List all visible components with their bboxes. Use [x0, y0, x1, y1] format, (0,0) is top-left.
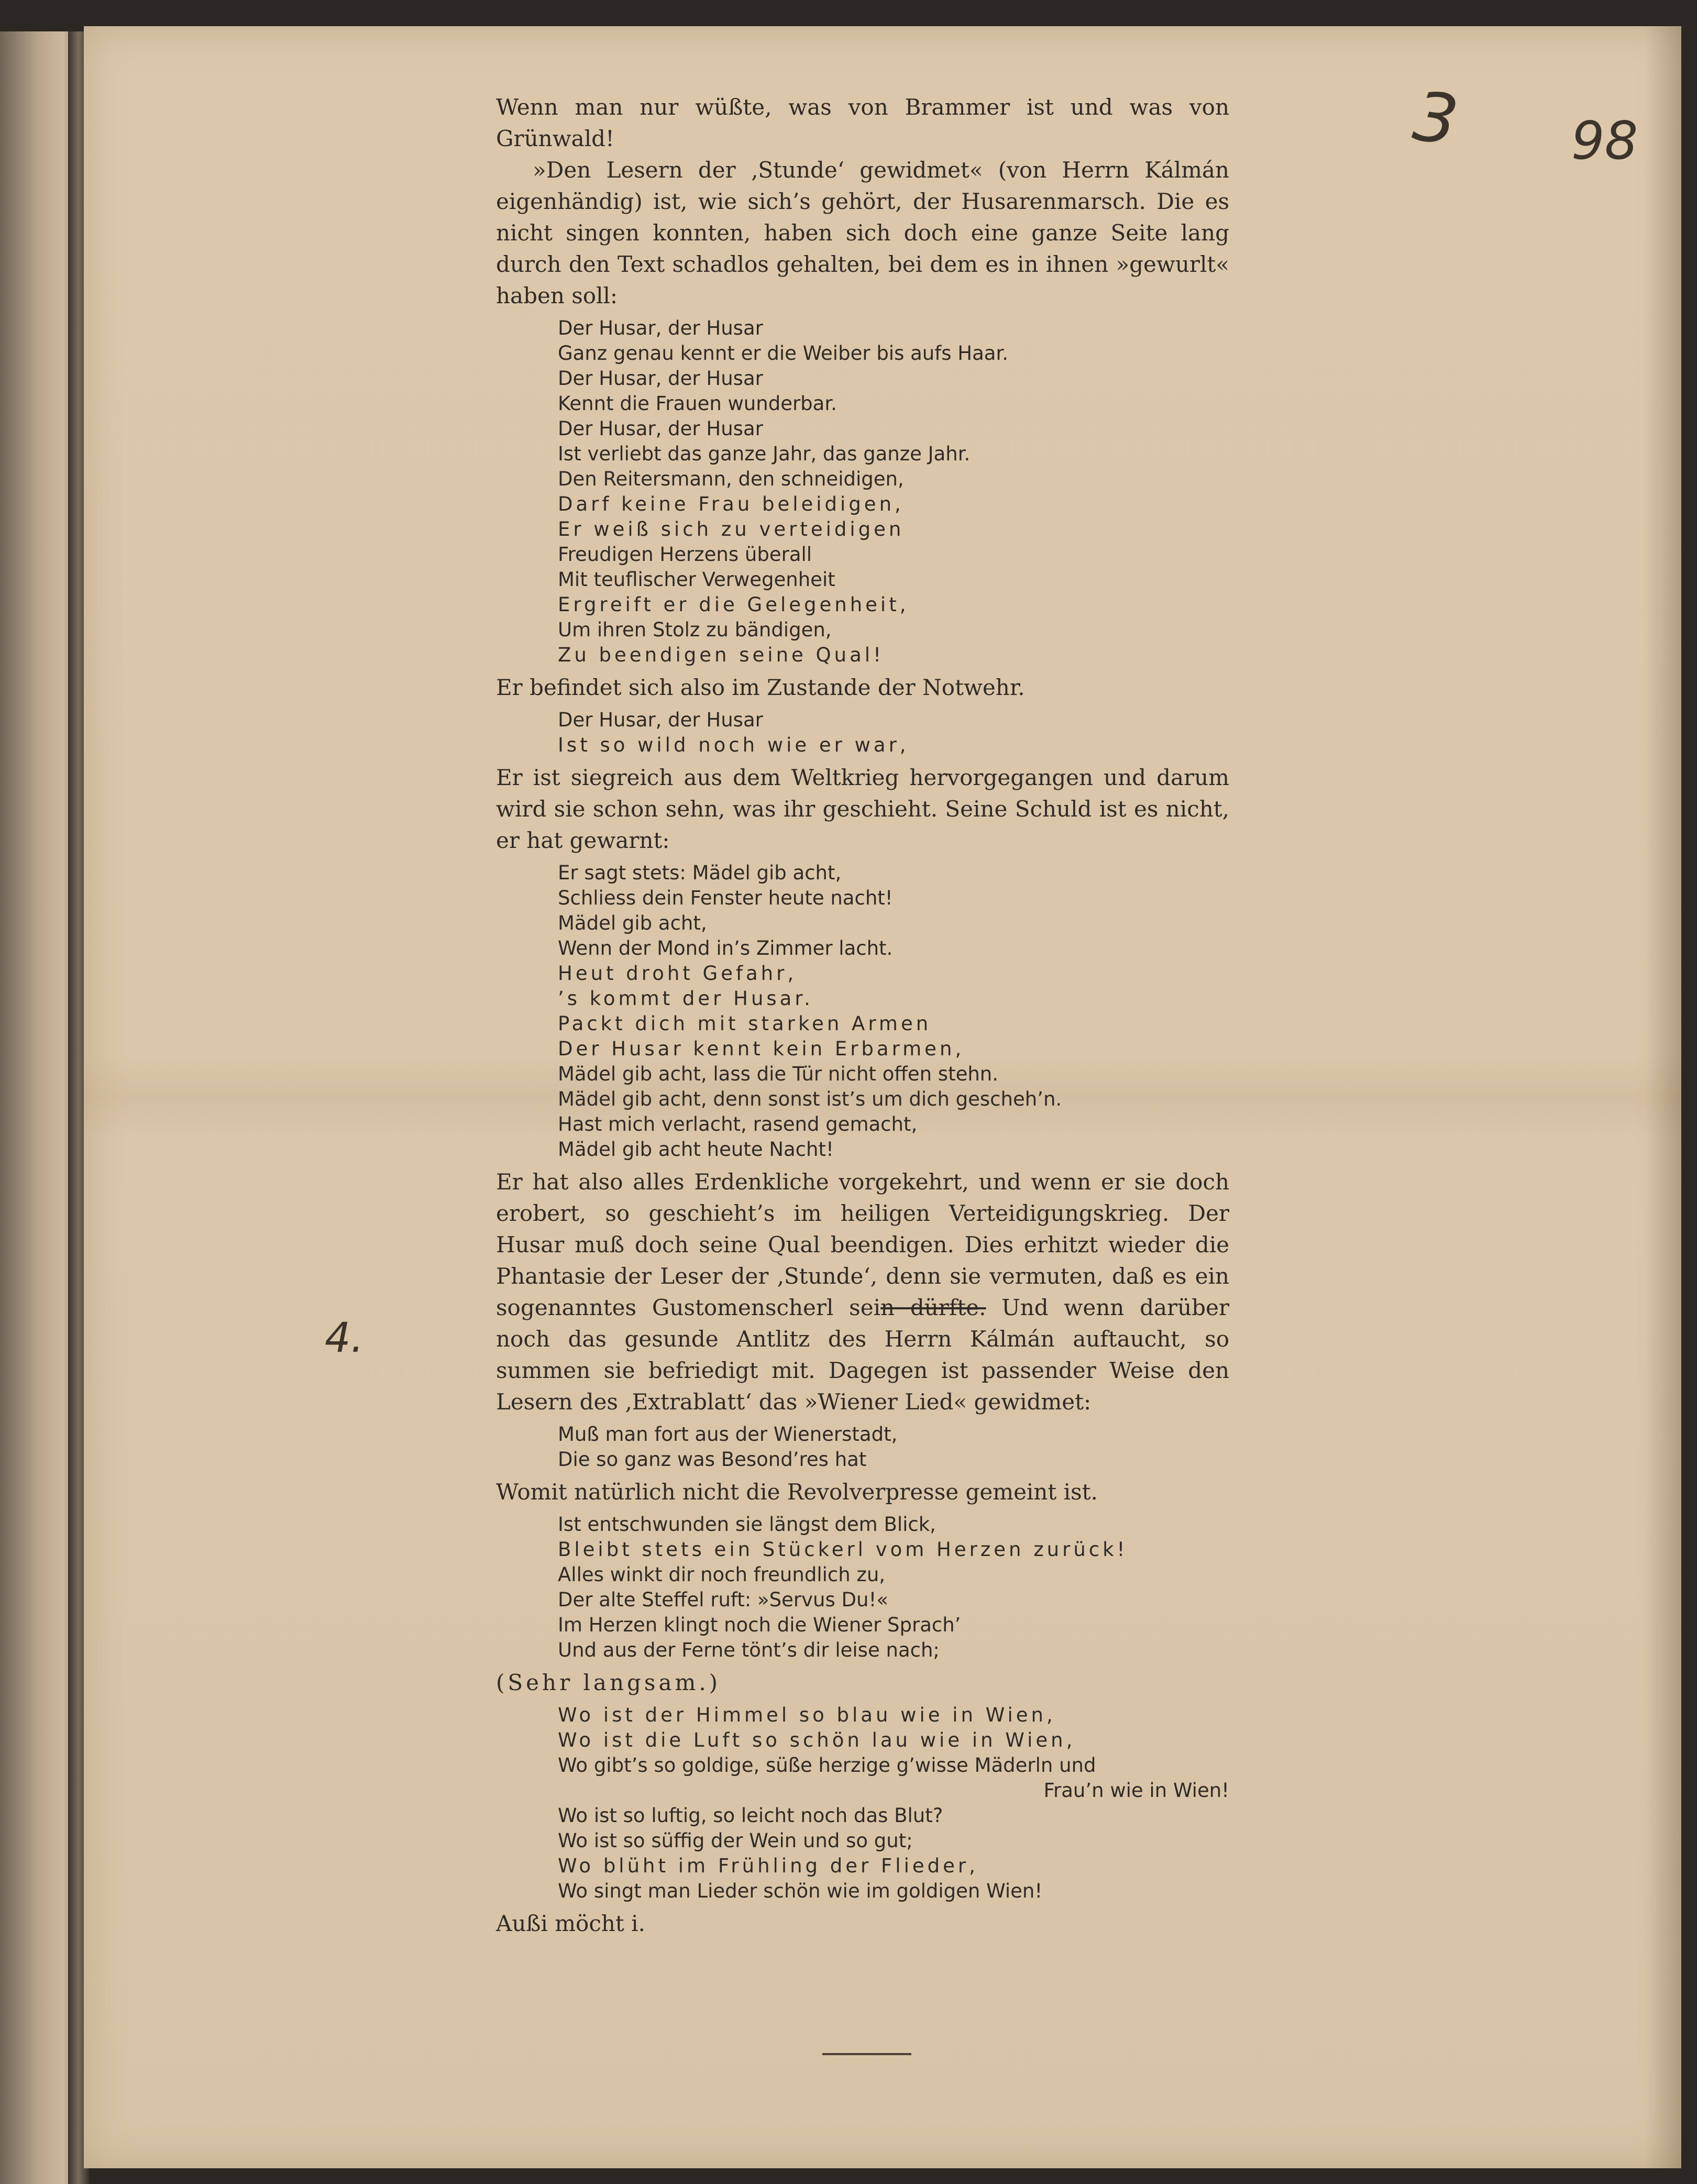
verse-line: Um ihren Stolz zu bändigen,	[558, 619, 832, 641]
verse-line: Der Husar, der Husar	[558, 367, 763, 390]
verse-line: Ist so wild noch wie er war,	[558, 734, 909, 756]
paragraph-6: Womit natürlich nicht die Revolverpresse gemeint ist.	[496, 1479, 1098, 1505]
verse-line: Mädel gib acht,	[558, 912, 707, 934]
end-rule	[822, 2053, 911, 2055]
verse-line: Schliess dein Fenster heute nacht!	[558, 887, 893, 909]
verse-line: Der Husar, der Husar	[558, 417, 763, 440]
verse-line: Wo ist der Himmel so blau wie in Wien,	[558, 1704, 1056, 1726]
verse-line: Mädel gib acht heute Nacht!	[558, 1138, 834, 1161]
verse-line: Mit teuflischer Verwegenheit	[558, 568, 835, 591]
verse-line: ’s kommt der Husar.	[558, 987, 813, 1010]
verse-line: Zu beendigen seine Qual!	[558, 644, 884, 666]
verse-line: Bleibt stets ein Stückerl vom Herzen zurück!	[558, 1538, 1128, 1561]
verse-line: Der Husar kennt kein Erbarmen,	[558, 1038, 965, 1060]
verse-line: Wo singt man Lieder schön wie im goldigen Wien!	[558, 1880, 1043, 1902]
verse-line: Der alte Steffel ruft: »Servus Du!«	[558, 1589, 888, 1611]
verse-line: Kennt die Frauen wunderbar.	[558, 392, 837, 415]
paragraph-tempo: (Sehr langsam.)	[496, 1670, 721, 1695]
verse-husar-2	[558, 708, 1229, 758]
handwritten-page-number: 98	[1571, 110, 1638, 171]
verse-line: Alles winkt dir noch freundlich zu,	[558, 1563, 886, 1586]
verse-line: Wo ist so luftig, so leicht noch das Blut?	[558, 1804, 943, 1827]
text-column	[496, 92, 1229, 1939]
verse-line: Die so ganz was Besond’res hat	[558, 1448, 867, 1471]
verse-line: Ergreift er die Gelegenheit,	[558, 593, 909, 616]
verse-line: Wenn der Mond in’s Zimmer lacht.	[558, 937, 893, 959]
verse-wien	[558, 1703, 1229, 1904]
verse-husar-1	[558, 316, 1229, 668]
verse-line: Wo blüht im Frühling der Flieder,	[558, 1855, 978, 1877]
verse-maedel	[558, 861, 1229, 1162]
paragraph-5-text-b: Und wenn darüber noch das gesunde Antlitz des Herrn Kálmán auftaucht, so summen sie befriedigt mit. Dagegen ist passender Weise den Lesern des ‚Extrablatt‘ das »Wiener Lied« gewidmet:	[496, 1295, 1229, 1415]
paragraph-5-text-a: Er hat also alles Erdenkliche vorgekehrt, und wenn er sie doch erobert, so geschieht’s im heiligen Verteidigungskrieg. Der Husar muß doch seine Qual beendigen. Dies erhitzt wieder die Phantasie der Leser der ‚Stunde‘, denn sie vermuten, daß es ein sogenanntes Gustomenscherl sei	[496, 1169, 1229, 1320]
verse-line: Ganz genau kennt er die Weiber bis aufs Haar.	[558, 342, 1009, 365]
verse-line: Wo ist so süffig der Wein und so gut;	[558, 1829, 913, 1852]
paragraph-4: Er ist siegreich aus dem Weltkrieg hervorgegangen und darum wird sie schon sehn, was ihr geschieht. Seine Schuld ist es nicht, er hat gewarnt:	[496, 765, 1229, 853]
verse-line: Hast mich verlacht, rasend gemacht,	[558, 1113, 918, 1135]
paragraph-2: »Den Lesern der ‚Stunde‘ gewidmet« (von Herrn Kálmán eigenhändig) ist, wie sich’s gehört, der Husarenmarsch. Die es nicht singen konnten, haben sich doch eine ganze Seite lang durch den Text schadlos gehalten, bei dem es in ihnen »gewurlt« haben soll:	[496, 157, 1229, 308]
verse-line: Mädel gib acht, denn sonst ist’s um dich gescheh’n.	[558, 1088, 1062, 1110]
verse-line: Frau’n wie in Wien!	[1043, 1779, 1229, 1802]
verse-line: Der Husar, der Husar	[558, 317, 763, 339]
paragraph-8: Außi möcht i.	[496, 1911, 645, 1936]
verse-line: Muß man fort aus der Wienerstadt,	[558, 1423, 898, 1446]
verse-line: Darf keine Frau beleidigen,	[558, 493, 904, 515]
verse-wienerstadt	[558, 1422, 1229, 1472]
paragraph-1: Wenn man nur wüßte, was von Brammer ist und was von Grünwald!	[496, 94, 1229, 151]
paragraph-3: Er befindet sich also im Zustande der Notwehr.	[496, 675, 1025, 700]
struck-text: n dürfte.	[880, 1295, 986, 1320]
verse-line: Wo gibt’s so goldige, süße herzige g’wisse Mäderln und	[558, 1754, 1096, 1777]
verse-line: Der Husar, der Husar	[558, 709, 763, 731]
handwritten-margin-mark: 4.	[325, 1315, 364, 1362]
verse-line: Ist entschwunden sie längst dem Blick,	[558, 1513, 936, 1536]
verse-line: Mädel gib acht, lass die Tür nicht offen stehn.	[558, 1063, 999, 1085]
verse-line: Wo ist die Luft so schön lau wie in Wien,	[558, 1729, 1076, 1751]
verse-line: Er sagt stets: Mädel gib acht,	[558, 862, 842, 884]
verse-line: Den Reitersmann, den schneidigen,	[558, 468, 904, 490]
verse-line: Packt dich mit starken Armen	[558, 1012, 932, 1035]
verse-herzen	[558, 1512, 1229, 1663]
verse-line: Ist verliebt das ganze Jahr, das ganze Jahr.	[558, 443, 971, 465]
handwritten-mark-top: 3	[1408, 75, 1463, 161]
verse-line: Und aus der Ferne tönt’s dir leise nach;	[558, 1639, 940, 1661]
verse-line: Freudigen Herzens überall	[558, 543, 812, 566]
paragraph-5	[496, 1166, 1229, 1418]
verse-line: Heut droht Gefahr,	[558, 962, 797, 985]
verse-line: Im Herzen klingt noch die Wiener Sprach’	[558, 1614, 961, 1636]
verse-line: Er weiß sich zu verteidigen	[558, 518, 905, 541]
